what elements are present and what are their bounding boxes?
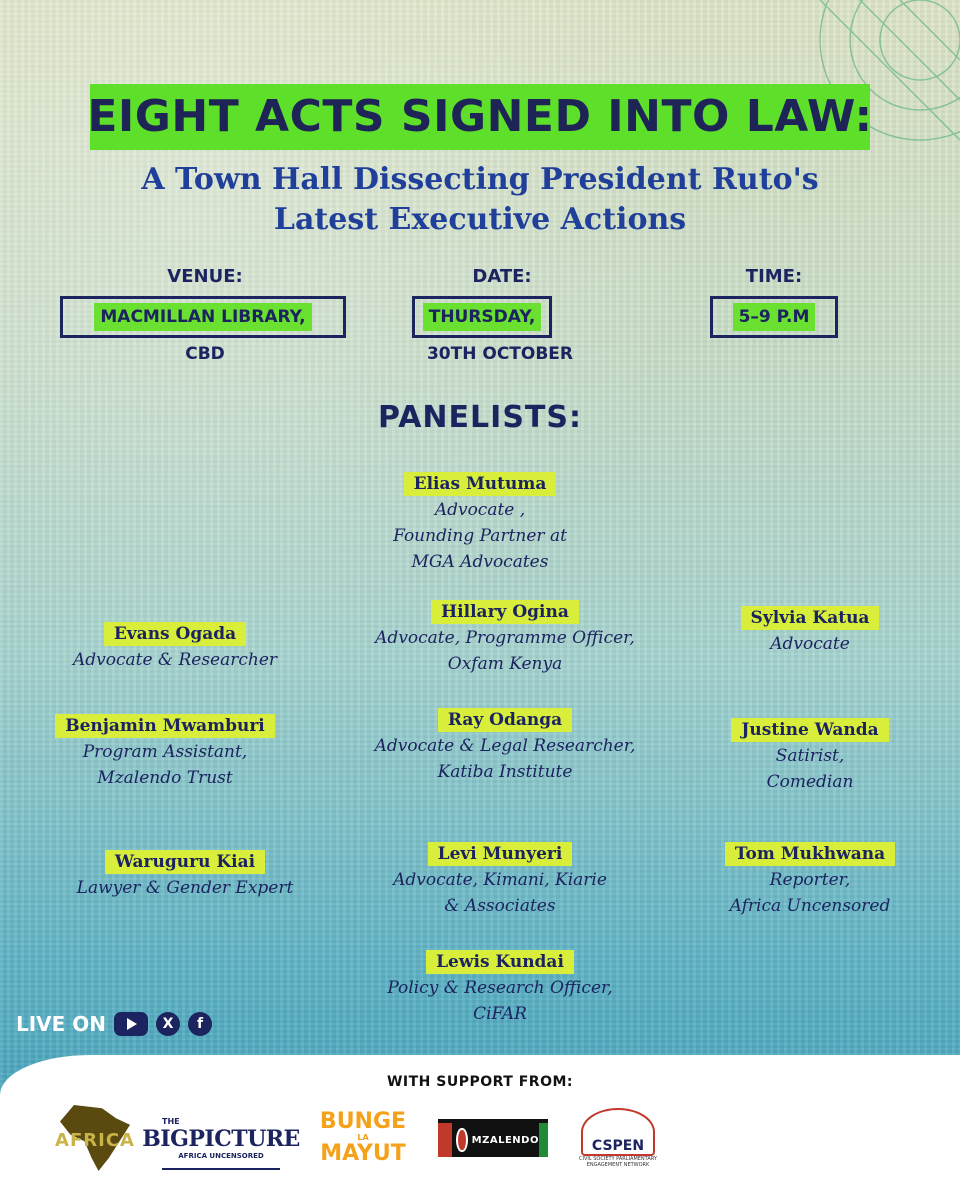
venue-label: VENUE: [167,266,243,287]
panelist-name: Elias Mutuma [404,472,557,496]
panelist-name: Ray Odanga [438,708,572,732]
mzalendo-green-stripe [539,1123,548,1157]
panelist-name: Tom Mukhwana [725,842,895,866]
panelist-role: & Associates [444,896,556,916]
time-box [710,296,838,338]
venue-box [60,296,346,338]
panelist-name: Benjamin Mwamburi [55,714,275,738]
panelist-role: Lawyer & Gender Expert [76,878,294,898]
subtitle-line-1: A Town Hall Dissecting President Ruto's [141,162,819,197]
venue-value: MACMILLAN LIBRARY, [94,303,311,331]
x-icon[interactable]: X [156,1012,180,1036]
panelist-name: Levi Munyeri [428,842,573,866]
support-heading: WITH SUPPORT FROM: [386,1074,574,1090]
mzalendo-logo [438,1108,548,1168]
panelist-role: Comedian [766,772,854,792]
panelist-role: Program Assistant, [82,742,248,762]
panelist-card [20,622,330,672]
bunge-la-text: LA [357,1133,369,1142]
panelist-card [310,600,700,676]
facebook-icon[interactable]: f [188,1012,212,1036]
cspen-logo [572,1108,664,1168]
panelist-role: Oxfam Kenya [447,654,563,674]
panelist-role: Advocate , [434,500,526,520]
date-sub: 30TH OCTOBER [426,344,574,364]
panelist-name: Evans Ogada [104,622,246,646]
panelist-role: Mzalendo Trust [97,768,233,788]
panelist-name: Lewis Kundai [426,950,574,974]
panelist-role: Advocate, Programme Officer, [375,628,635,648]
panelist-name: Sylvia Katua [741,606,880,630]
live-on-row [16,1012,212,1036]
bunge-la-mayut-logo [308,1108,418,1168]
time-label: TIME: [745,266,803,287]
big-picture-text: BIGPICTURE [142,1125,300,1152]
panelist-name: Hillary Ogina [431,600,579,624]
page-title: EIGHT ACTS SIGNED INTO LAW: [87,91,873,142]
panelist-role: Katiba Institute [437,762,573,782]
panelist-name: Justine Wanda [731,718,888,742]
cspen-arch-icon [581,1108,655,1156]
panelist-role: Advocate & Legal Researcher, [374,736,636,756]
panelist-role: Advocate [770,634,850,654]
youtube-icon[interactable] [114,1012,148,1036]
panelist-card [330,472,630,574]
panelist-role: Reporter, [769,870,851,890]
panelist-card [310,950,690,1026]
mayut-text: MAYUT [320,1141,406,1166]
live-on-label: LIVE ON [16,1012,107,1036]
mzalendo-text: MZALENDO [471,1134,539,1146]
shield-icon [456,1128,467,1152]
africa-logo-text: AFRICA [55,1130,135,1151]
panelist-role: MGA Advocates [411,552,549,572]
venue-sub: CBD [185,344,225,364]
big-picture-sub: AFRICA UNCENSORED [178,1151,264,1160]
page-subtitle [0,160,960,240]
panelist-name: Waruguru Kiai [105,850,265,874]
panelist-role: Advocate, Kimani, Kiarie [393,870,607,890]
panelist-role: Policy & Research Officer, [387,978,613,998]
panelist-role: Founding Partner at [393,526,567,546]
big-picture-logo [142,1108,300,1170]
panelist-role: Satirist, [775,746,845,766]
time-value: 5–9 P.M [733,303,816,331]
panelist-card [320,842,680,918]
date-label: DATE: [472,266,532,287]
panelist-card [20,714,310,790]
subtitle-line-2: Latest Executive Actions [273,202,687,237]
panelist-card [300,708,710,784]
panelist-card [700,718,920,794]
panelist-card [700,606,920,656]
panelist-role: CiFAR [473,1004,527,1024]
panelists-heading: PANELISTS: [377,400,582,435]
cspen-text: CSPEN [591,1138,645,1154]
panelist-card [20,850,350,900]
bunge-text: BUNGE [319,1109,407,1134]
panelist-card [680,842,940,918]
date-value: THURSDAY, [423,303,542,331]
big-picture-the: THE [162,1116,180,1126]
africa-uncensored-logo [40,1108,150,1168]
mzalendo-red-stripe [438,1123,452,1157]
panelist-role: Advocate & Researcher [72,650,278,670]
date-box [412,296,552,338]
mzalendo-flag-bar [438,1119,548,1157]
panelist-role: Africa Uncensored [729,896,891,916]
cspen-sub: CIVIL SOCIETY PARLIAMENTARY ENGAGEMENT NETWORK [579,1156,657,1168]
